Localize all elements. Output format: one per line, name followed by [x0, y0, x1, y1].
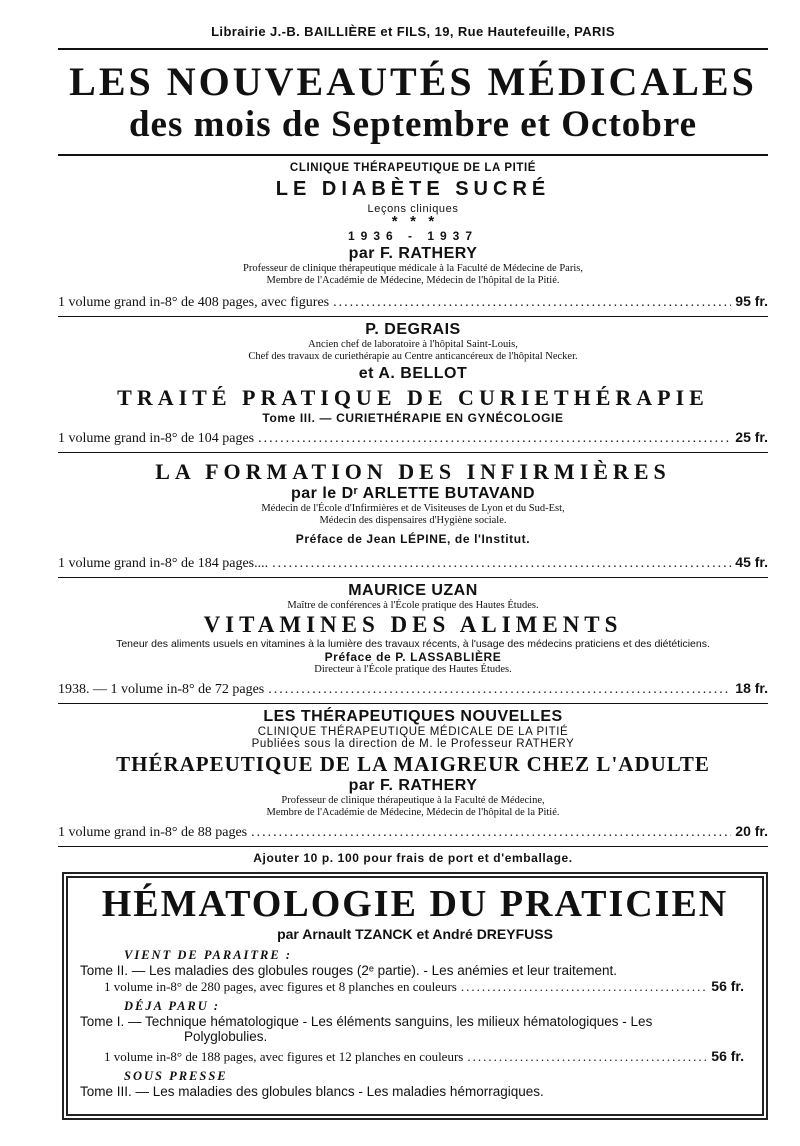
- tome-1-cont: Polyglobulies.: [184, 1029, 268, 1044]
- price: 25 fr.: [735, 429, 768, 445]
- tome-2: Tome II. — Les maladies des globules rouges (2ᵉ partie). - Les anémies et leur traitement.: [80, 963, 618, 978]
- author-credential: Chef des travaux de curiethérapie au Centre anticancéreux de l'hôpital Necker.: [248, 351, 578, 362]
- book-title: THÉRAPEUTIQUE DE LA MAIGREUR CHEZ L'ADULTE: [116, 752, 710, 776]
- price: 20 fr.: [735, 823, 768, 839]
- volume-line: [104, 1048, 744, 1065]
- price: 45 fr.: [735, 554, 768, 570]
- book-title: LE DIABÈTE SUCRÉ: [275, 178, 551, 200]
- author-credential: Membre de l'Académie de Médecine, Médecin de l'hôpital de la Pitié.: [266, 807, 560, 818]
- book-author: P. DEGRAIS: [365, 321, 461, 338]
- author-credential: Membre de l'Académie de Médecine, Médecin de l'hôpital de la Pitié.: [266, 275, 560, 286]
- volume-line: [58, 823, 768, 841]
- box-authors: par Arnault TZANCK et André DREYFUSS: [277, 926, 553, 942]
- book-vitamines: [58, 578, 768, 698]
- author-credential: Professeur de clinique thérapeutique médicale à la Faculté de Médecine de Paris,: [243, 263, 583, 274]
- book-preface: Préface de P. LASSABLIÈRE: [324, 650, 502, 664]
- tome-1: Tome I. — Technique hématologique - Les éléments sanguins, les milieux hématologiques - Les: [80, 1014, 653, 1029]
- price: 56 fr.: [711, 1048, 744, 1064]
- book-direction: Publiées sous la direction de M. le Professeur RATHERY: [251, 738, 575, 750]
- author-credential: Maître de conférences à l'École pratique des Hautes Études.: [287, 600, 539, 611]
- volume-line: [58, 554, 768, 572]
- stars-ornament: * * *: [391, 213, 435, 230]
- book-curietherapie: [58, 317, 768, 447]
- book-infirmieres: [58, 453, 768, 572]
- author-credential: Médecin de l'École d'Infirmières et de Visiteuses de Lyon et du Sud-Est,: [261, 503, 565, 514]
- collection-title: LES THÉRAPEUTIQUES NOUVELLES: [263, 708, 563, 725]
- postage-note: Ajouter 10 p. 100 pour frais de port et d'emballage.: [253, 851, 573, 865]
- book-description: Teneur des aliments usuels en vitamines à la lumière des travaux récents, à l'usage des médecins praticiens et des diététiciens.: [116, 638, 710, 650]
- book-title: LA FORMATION DES INFIRMIÈRES: [155, 459, 671, 484]
- deja-label: DÉJA PARU :: [124, 999, 221, 1013]
- book-author: par F. RATHERY: [348, 245, 478, 262]
- author-credential: Médecin des dispensaires d'Hygiène sociale.: [319, 515, 507, 526]
- book-coauthor: et A. BELLOT: [358, 365, 468, 382]
- book-years: 1936 - 1937: [347, 229, 479, 243]
- volume-desc: 1 volume grand in-8° de 88 pages: [58, 825, 248, 840]
- book-author: par le Dʳ ARLETTE BUTAVAND: [291, 485, 535, 502]
- price: 95 fr.: [735, 293, 768, 309]
- volume-desc: 1 volume grand in-8° de 104 pages: [58, 431, 255, 446]
- publisher-header: Librairie J.-B. BAILLIÈRE et FILS, 19, Rue Hautefeuille, PARIS: [211, 24, 615, 39]
- volume-desc: 1 volume in-8° de 280 pages, avec figures et 8 planches en couleurs: [104, 979, 457, 994]
- volume-desc: 1 volume in-8° de 188 pages, avec figures et 12 planches en couleurs: [104, 1049, 464, 1064]
- header-rule: [58, 48, 768, 50]
- volume-line: [58, 429, 768, 447]
- book-author: par F. RATHERY: [348, 777, 478, 794]
- book-series: CLINIQUE THÉRAPEUTIQUE MÉDICALE DE LA PITIÉ: [257, 726, 569, 738]
- tome-3: Tome III. — Les maladies des globules blancs - Les maladies hémorragiques.: [80, 1084, 544, 1099]
- sous-presse-label: SOUS PRESSE: [124, 1069, 228, 1083]
- headline-line1: LES NOUVEAUTÉS MÉDICALES: [69, 59, 757, 104]
- volume-line: [104, 978, 744, 995]
- volume-desc: 1 volume grand in-8° de 184 pages....: [58, 556, 269, 571]
- book-title: VITAMINES DES ALIMENTS: [203, 612, 623, 637]
- divider: [58, 846, 768, 847]
- book-diabete: [58, 156, 768, 311]
- book-series: CLINIQUE THÉRAPEUTIQUE DE LA PITIÉ: [289, 162, 537, 174]
- author-credential: Professeur de clinique thérapeutique à la Faculté de Médecine,: [281, 795, 545, 806]
- book-preface: Préface de Jean LÉPINE, de l'Institut.: [295, 532, 531, 546]
- book-tome: Tome III. — CURIETHÉRAPIE EN GYNÉCOLOGIE: [262, 411, 564, 425]
- box-title: HÉMATOLOGIE DU PRATICIEN: [101, 883, 729, 925]
- book-author: MAURICE UZAN: [348, 582, 478, 599]
- author-credential: Ancien chef de laboratoire à l'hôpital Saint-Louis,: [308, 339, 518, 350]
- volume-desc: 1938. — 1 volume in-8° de 72 pages: [58, 682, 265, 697]
- price: 18 fr.: [735, 680, 768, 696]
- headline-line2: des mois de Septembre et Octobre: [128, 104, 698, 145]
- book-maigreur: [58, 704, 768, 841]
- book-subtitle: Leçons cliniques: [367, 203, 459, 215]
- preface-credential: Directeur à l'École pratique des Hautes Études.: [314, 664, 512, 675]
- volume-desc: 1 volume grand in-8° de 408 pages, avec figures: [58, 295, 330, 310]
- price: 56 fr.: [711, 978, 744, 994]
- hematologie-box: [62, 872, 768, 1120]
- page: [58, 0, 768, 865]
- volume-line: [58, 293, 768, 311]
- volume-line: [58, 680, 768, 698]
- vient-label: VIENT DE PARAITRE :: [124, 948, 292, 962]
- book-title: TRAITÉ PRATIQUE DE CURIETHÉRAPIE: [117, 385, 709, 410]
